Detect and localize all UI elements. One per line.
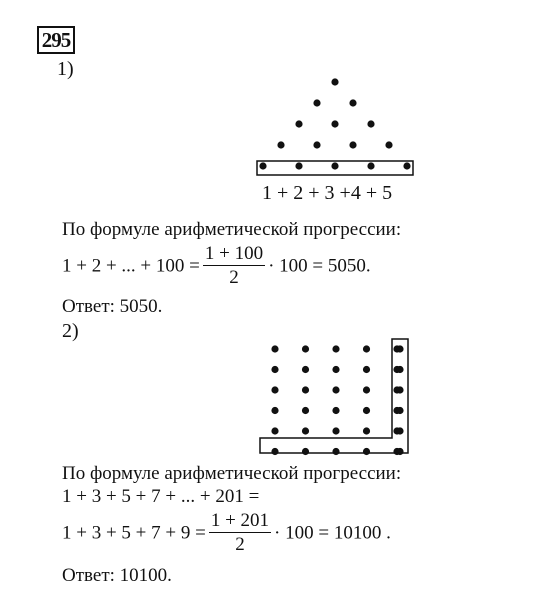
square-dot xyxy=(363,386,370,393)
square-dot xyxy=(396,427,403,434)
square-dot xyxy=(302,407,309,414)
triangle-dot xyxy=(385,141,392,148)
square-dot xyxy=(363,407,370,414)
part2-eq-left: 1 + 3 + 5 + 7 + 9 = xyxy=(62,522,206,544)
triangle-dot xyxy=(331,162,338,169)
square-dot xyxy=(302,386,309,393)
triangle-dot xyxy=(349,99,356,106)
part2-line1: 1 + 3 + 5 + 7 + ... + 201 = xyxy=(62,486,260,507)
square-dot xyxy=(332,407,339,414)
part2-frac-denominator: 2 xyxy=(235,534,245,555)
triangle-dot xyxy=(313,141,320,148)
part2-answer: Ответ: 10100. xyxy=(62,565,172,586)
square-dot xyxy=(271,427,278,434)
part1-fraction xyxy=(203,243,265,290)
part1-frac-numerator: 1 + 100 xyxy=(204,243,264,264)
square-dot xyxy=(363,366,370,373)
square-dot xyxy=(396,345,403,352)
triangle-dot xyxy=(331,120,338,127)
square-dot xyxy=(396,448,403,455)
triangle-dot xyxy=(295,120,302,127)
square-dot xyxy=(363,427,370,434)
square-dot xyxy=(332,345,339,352)
triangle-dots-figure xyxy=(245,74,425,184)
part1-eq-left: 1 + 2 + ... + 100 = xyxy=(62,255,200,277)
triangle-dot xyxy=(313,99,320,106)
triangle-dot xyxy=(403,162,410,169)
square-dot xyxy=(396,366,403,373)
square-dots-figure xyxy=(255,332,425,457)
part2-label: 2) xyxy=(62,320,79,342)
part1-equation xyxy=(62,243,371,290)
triangle-dot xyxy=(277,141,284,148)
square-dot xyxy=(271,366,278,373)
square-dot xyxy=(302,345,309,352)
triangle-dot xyxy=(367,120,374,127)
part2-method: По формуле арифметической прогрессии: xyxy=(62,463,402,484)
part2-eq-right: · 100 = 10100 . xyxy=(274,522,391,544)
l-shape-frame xyxy=(260,339,408,453)
square-dot xyxy=(396,386,403,393)
part2-equation xyxy=(62,510,391,557)
part1-frac-denominator: 2 xyxy=(229,267,239,288)
square-dot xyxy=(363,448,370,455)
square-dot xyxy=(302,448,309,455)
triangle-dot xyxy=(295,162,302,169)
square-dot xyxy=(302,366,309,373)
part1-method: По формуле арифметической прогрессии: xyxy=(62,219,402,240)
square-dot xyxy=(302,427,309,434)
square-dot xyxy=(271,407,278,414)
part2-fraction xyxy=(209,510,271,557)
part1-eq-right: · 100 = 5050. xyxy=(268,255,371,277)
square-dot xyxy=(396,407,403,414)
square-dot xyxy=(363,345,370,352)
square-dot xyxy=(271,345,278,352)
square-dot xyxy=(332,366,339,373)
triangle-dot xyxy=(349,141,356,148)
part1-caption: 1 + 2 + 3 +4 + 5 xyxy=(262,182,393,204)
part1-answer: Ответ: 5050. xyxy=(62,296,163,317)
triangle-dot xyxy=(331,78,338,85)
problem-number: 295 xyxy=(37,26,75,54)
square-dot xyxy=(271,448,278,455)
square-dot xyxy=(332,427,339,434)
triangle-dot xyxy=(367,162,374,169)
triangle-dot xyxy=(259,162,266,169)
part1-label: 1) xyxy=(57,58,74,80)
square-dot xyxy=(332,448,339,455)
square-dot xyxy=(332,386,339,393)
square-dot xyxy=(271,386,278,393)
part2-frac-numerator: 1 + 201 xyxy=(210,510,270,531)
triangle-dots xyxy=(259,78,410,169)
